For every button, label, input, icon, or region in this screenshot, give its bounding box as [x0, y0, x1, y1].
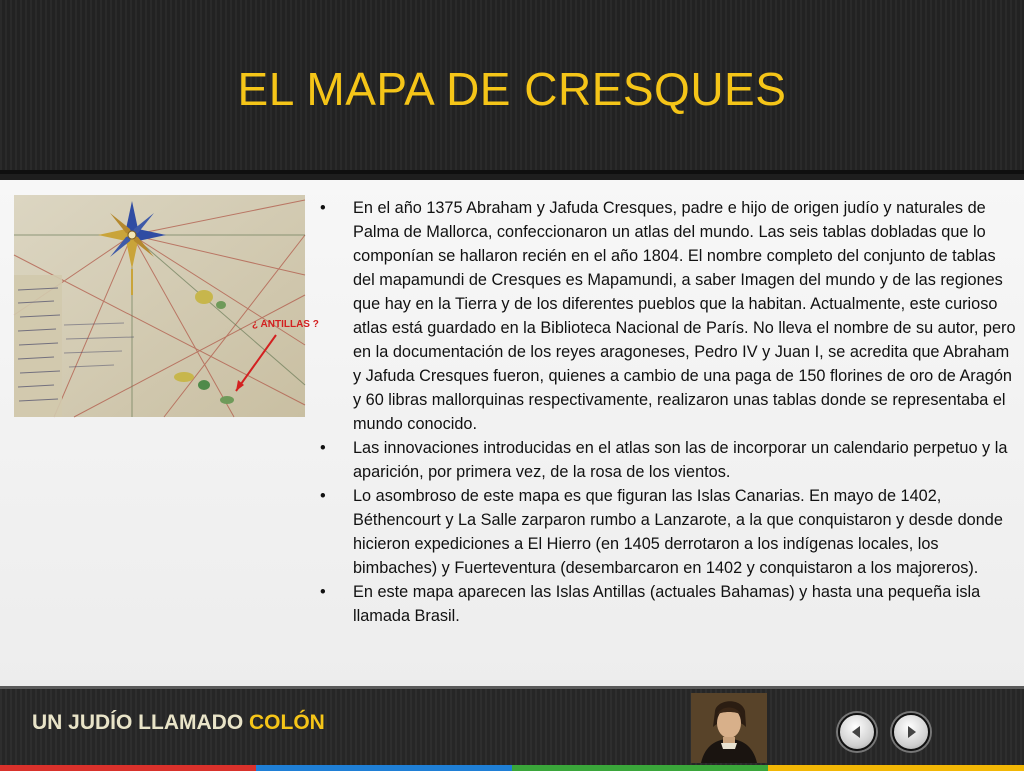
footer-title-prefix: UN JUDÍO LLAMADO — [32, 711, 249, 734]
color-stripe-blue — [256, 765, 512, 771]
previous-slide-button[interactable] — [838, 713, 876, 751]
arrow-right-icon — [903, 724, 919, 740]
slide-title: EL MAPA DE CRESQUES — [237, 63, 787, 115]
color-stripe-red — [0, 765, 256, 771]
slide-header — [0, 0, 1024, 174]
color-stripe-green — [512, 765, 768, 771]
slide-footer — [0, 686, 1024, 771]
color-stripe-yellow — [768, 765, 1024, 771]
bullet-item: • En este mapa aparecen las Islas Antillas (actuales Bahamas) y hasta una pequeña isla llamada Brasil. — [320, 580, 1016, 628]
slide-content — [0, 180, 1024, 686]
arrow-left-icon — [849, 724, 865, 740]
columbus-portrait — [691, 693, 767, 763]
footer-title — [32, 711, 325, 735]
next-slide-button[interactable] — [892, 713, 930, 751]
footer-title-accent: COLÓN — [249, 711, 325, 734]
bullet-item: • Lo asombroso de este mapa es que figuran las Islas Canarias. En mayo de 1402, Béthencourt y La Salle zarparon rumbo a Lanzarote, a la que conquistaron y desde donde hicieron expediciones a El Hierro (en 1405 derrotaron a los indígenas locales, los bimbaches) y Fuerteventura (desembarcaron en 1402 y conquistaron a los majoreros). — [320, 484, 1016, 580]
map-illustration — [14, 195, 319, 417]
antillas-annotation: ¿ ANTILLAS ? — [252, 319, 319, 330]
cresques-map-image — [14, 195, 319, 417]
bullet-item: • En el año 1375 Abraham y Jafuda Cresques, padre e hijo de origen judío y naturales de Palma de Mallorca, confeccionaron un atlas del mundo. Las seis tablas dobladas que lo componían se hallaron recién en el año 1804. El nombre completo del conjunto de tablas del mapamundi de Cresques es Mapamundi, a saber Imagen del mundo y de las regiones que hay en la Tierra y de los diferentes pueblos que la habitan. Actualmente, este curioso atlas está guardado en la Biblioteca Nacional de París. No lleva el nombre de su autor, pero en la documentación de los reyes aragoneses, Pedro IV y Juan I, se acredita que Abraham y Jafuda Cresques fueron, quienes a cambio de una paga de 150 florines de oro de Aragón y 60 libras mallorquinas respectivamente, realizaron unas tablas donde se representaba el mundo conocido. — [320, 196, 1016, 436]
bullet-item: • Las innovaciones introducidas en el atlas son las de incorporar un calendario perpetuo y la aparición, por primera vez, de la rosa de los vientos. — [320, 436, 1016, 484]
bullet-list — [320, 196, 1016, 628]
